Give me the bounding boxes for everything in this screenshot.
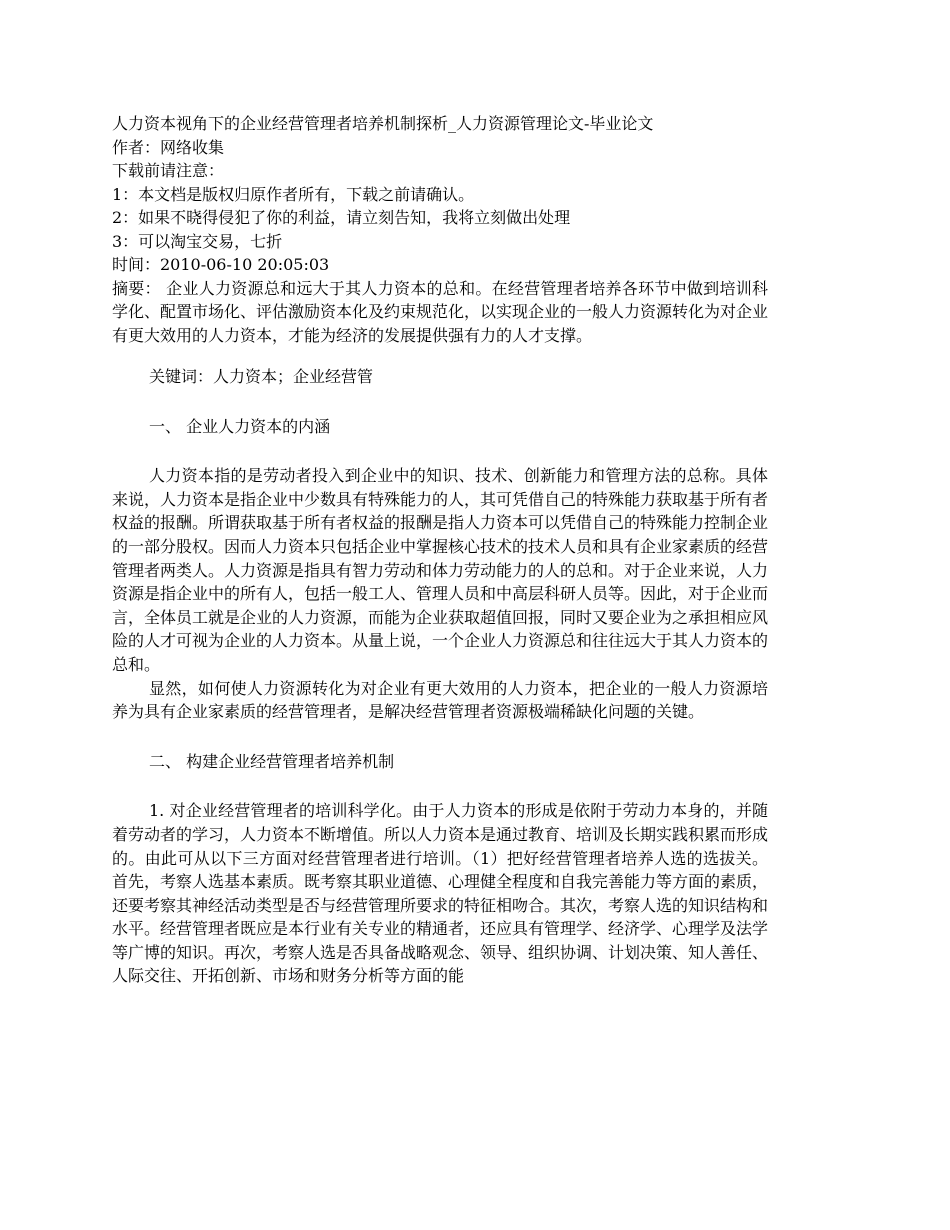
spacer [112,438,768,464]
spacer [112,773,768,799]
spacer [112,389,768,415]
abstract-paragraph: 摘要： 企业人力资源总和远大于其人力资本的总和。在经营管理者培养各环节中做到培训科学化、配置市场化、评估激励资本化及约束规范化，以实现企业的一般人力资源转化为对企业有更大效用的人力资本，才能为经济的发展提供强有力的人才支撑。 [112,278,769,345]
section-1-heading: 一、 企业人力资本的内涵 [149,416,331,436]
section-2-heading: 二、 构建企业经营管理者培养机制 [149,751,395,771]
keywords-line: 关键词：人力资本；企业经营管 [149,367,374,387]
notice-item-1: 1：本文档是版权归原作者所有，下载之前请确认。 [112,184,475,204]
section-1-paragraph-2: 显然，如何使人力资源转化为对企业有更大效用的人力资本，把企业的一般人力资源培养为具有企业家素质的经营管理者，是解决经营管理者资源极端稀缺化问题的关键。 [112,678,768,722]
spacer [112,724,768,750]
notice-item-2: 2：如果不晓得侵犯了你的利益，请立刻告知，我将立刻做出处理 [112,208,571,227]
document-title: 人力资本视角下的企业经营管理者培养机制探析_人力资源管理论文-毕业论文 [112,114,654,133]
spacer [112,347,768,365]
section-2-paragraph-1: 1. 对企业经营管理者的培训科学化。由于人力资本的形成是依附于劳动力本身的，并随着劳动者的学习，人力资本不断增值。所以人力资本是通过教育、培训及长期实践积累而形成的。由此可从以下三方面对经营管理者进行培训。（1）把好经营管理者培养人选的选拔关。首先，考察人选基本素质。既考察其职业道德、心理健全程度和自我完善能力等方面的素质，还要考察其神经活动类型是否与经营管理所要求的特征相吻合。其次，考察人选的知识结构和水平。经营管理者既应是本行业有关专业的精通者，还应具有管理学、经济学、心理学及法学等广博的知识。再次，考察人选是否具备战略观念、领导、组织协调、计划决策、知人善任、人际交往、开拓创新、市场和财务分析等方面的能 [112,801,769,986]
notice-heading: 下载前请注意： [112,161,225,180]
section-1-paragraph-1: 人力资本指的是劳动者投入到企业中的知识、技术、创新能力和管理方法的总称。具体来说，人力资本是指企业中少数具有特殊能力的人，其可凭借自己的特殊能力获取基于所有者权益的报酬。所谓获取基于所有者权益的报酬是指人力资本可以凭借自己的特殊能力控制企业的一部分股权。因而人力资本只包括企业中掌握核心技术的技术人员和具有企业家素质的经营管理者两类人。人力资源是指具有智力劳动和体力劳动能力的人的总和。对于企业来说，人力资源是指企业中的所有人，包括一般工人、管理人员和中高层科研人员等。因此，对于企业而言，全体员工就是企业的人力资源，而能为企业获取超值回报，同时又要企业为之承担相应风险的人才可视为企业的人力资本。从量上说，一个企业人力资源总和往往远大于其人力资本的总和。 [112,466,769,675]
author-line: 作者：网络收集 [112,137,225,157]
timestamp-line: 时间：2010-06-10 20:05:03 [112,255,330,274]
notice-item-3: 3：可以淘宝交易，七折 [112,231,283,251]
document-page [112,112,768,988]
